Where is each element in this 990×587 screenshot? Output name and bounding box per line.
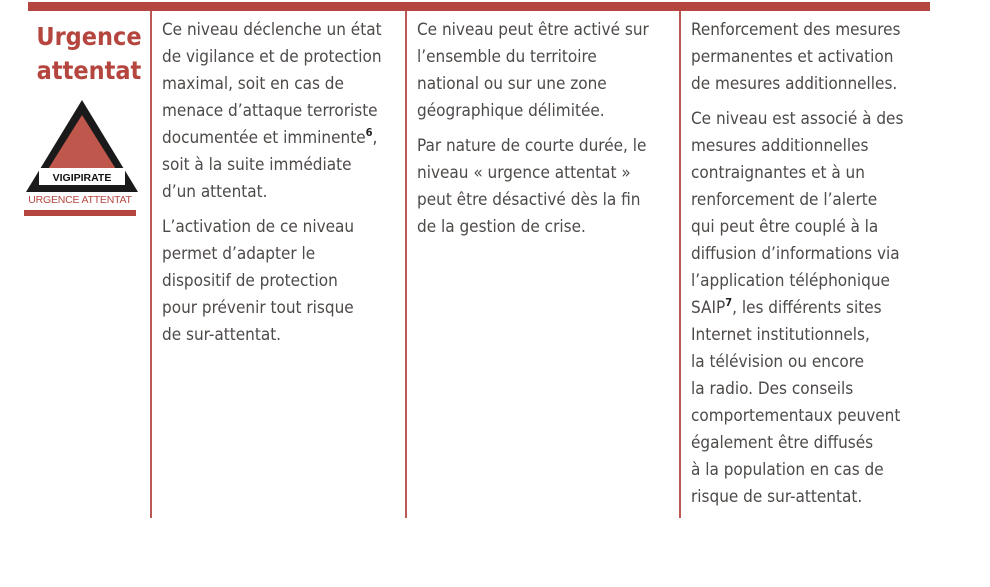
- paragraph: [162, 214, 382, 349]
- text-line: Internet institutionnels,: [691, 325, 870, 345]
- column-divider-1: [150, 11, 152, 518]
- text-line: à la population en cas de: [691, 460, 884, 480]
- text-line: Ce niveau déclenche un état: [162, 20, 382, 40]
- column-measures: [691, 17, 903, 519]
- text-line: L’activation de ce niveau: [162, 217, 355, 237]
- text-line: de vigilance et de protection: [162, 47, 382, 67]
- text-line: [691, 295, 903, 322]
- paragraph: [417, 17, 649, 125]
- text-line: permanentes et activation: [691, 47, 894, 67]
- column-description: [162, 17, 382, 357]
- logo-underline: [24, 210, 136, 216]
- text-line: Par nature de courte durée, le: [417, 136, 647, 156]
- text-line: l’application téléphonique: [691, 271, 890, 291]
- text-line: comportementaux peuvent: [691, 406, 901, 426]
- text-line: maximal, soit en cas de: [162, 74, 344, 94]
- text-line: renforcement de l’alerte: [691, 190, 878, 210]
- text-line: mesures additionnelles: [691, 136, 869, 156]
- level-title-line-2: attentat: [36, 56, 142, 85]
- paragraph: [417, 133, 649, 241]
- text-line: Renforcement des mesures: [691, 20, 901, 40]
- level-title: [30, 20, 148, 88]
- punctuation: ,: [372, 128, 378, 148]
- text-line: géographique délimitée.: [417, 101, 605, 121]
- logo-caption: URGENCE ATTENTAT: [28, 194, 132, 206]
- text-line: Ce niveau peut être activé sur: [417, 20, 649, 40]
- paragraph: [691, 106, 903, 511]
- text-line: soit à la suite immédiate: [162, 155, 352, 175]
- footnote-ref-7[interactable]: 7: [725, 296, 733, 309]
- text-line: dispositif de protection: [162, 271, 338, 291]
- paragraph: [162, 17, 382, 206]
- text-line: [162, 125, 382, 152]
- table-top-rule: [28, 2, 930, 11]
- text-line: diffusion d’informations via: [691, 244, 900, 264]
- text-line: la télévision ou encore: [691, 352, 865, 372]
- text-line: d’un attentat.: [162, 182, 268, 202]
- footnote-ref-6[interactable]: 6: [365, 126, 373, 139]
- text-line: également être diffusés: [691, 433, 874, 453]
- text-line: national ou sur une zone: [417, 74, 607, 94]
- text-line: la radio. Des conseils: [691, 379, 854, 399]
- text-line: de sur-attentat.: [162, 325, 282, 345]
- text-line: risque de sur-attentat.: [691, 487, 863, 507]
- text-line: niveau « urgence attentat »: [417, 163, 631, 183]
- text-line: contraignantes et à un: [691, 163, 865, 183]
- text-line: Ce niveau est associé à des: [691, 109, 904, 129]
- text-line: de la gestion de crise.: [417, 217, 586, 237]
- logo-banner-text: VIGIPIRATE: [52, 172, 112, 184]
- text-line: menace d’attaque terroriste: [162, 101, 378, 121]
- text-line: permet d’adapter le: [162, 244, 316, 264]
- column-divider-2: [405, 11, 407, 518]
- paragraph: [691, 17, 903, 98]
- column-divider-3: [679, 11, 681, 518]
- text-line: de mesures additionnelles.: [691, 74, 898, 94]
- text-line: l’ensemble du territoire: [417, 47, 597, 67]
- text-line: peut être désactivé dès la fin: [417, 190, 641, 210]
- text-line: qui peut être couplé à la: [691, 217, 879, 237]
- level-title-line-1: Urgence: [36, 22, 142, 51]
- text-line: pour prévenir tout risque: [162, 298, 354, 318]
- column-scope: [417, 17, 649, 249]
- text-fragment: , les différents sites: [732, 298, 882, 318]
- text-fragment: documentée et imminente: [162, 128, 366, 148]
- text-fragment: SAIP: [691, 298, 726, 318]
